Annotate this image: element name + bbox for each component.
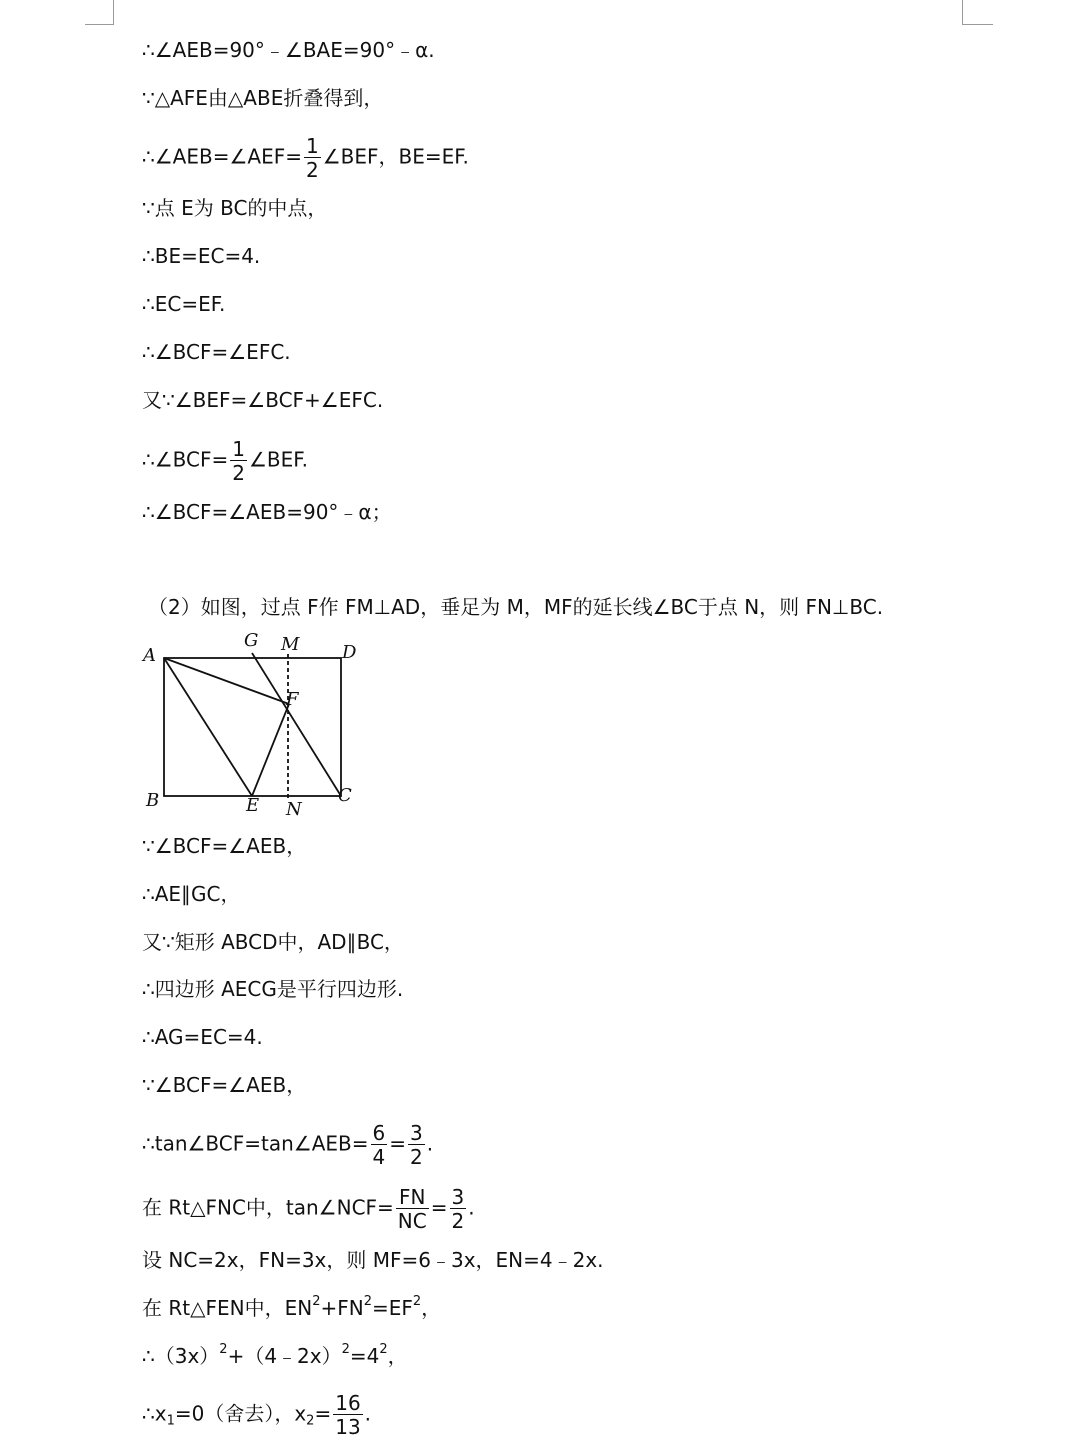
step-line: 设 NC=2x，FN=3x，则 MF=6﹣3x，EN=4﹣2x.	[142, 1248, 604, 1272]
fraction	[230, 439, 247, 483]
step-line	[142, 1342, 408, 1370]
exponent: 2	[363, 1294, 372, 1309]
step-line	[142, 1294, 441, 1322]
exponent: 2	[379, 1342, 388, 1357]
step-line: ∵△AFE由△ABE折叠得到，	[142, 86, 384, 110]
step-line: ∴四边形 AECG是平行四边形.	[142, 977, 404, 1001]
step-text: =	[389, 1131, 407, 1156]
fraction	[371, 1123, 388, 1167]
fraction-denominator: 2	[232, 461, 245, 485]
step-text: =4	[349, 1344, 380, 1368]
step-line	[142, 1123, 433, 1167]
exponent: 2	[312, 1294, 321, 1309]
step-text: ∴∠BCF=	[142, 447, 229, 472]
label-b: B	[146, 790, 160, 811]
step-text: ，	[421, 1296, 442, 1320]
exponent: 2	[412, 1294, 422, 1309]
step-text: ∴∠AEB=∠AEF=	[142, 144, 302, 169]
step-text: ∠BEF.	[248, 447, 308, 472]
label-c: C	[338, 785, 352, 806]
fraction-denominator: 2	[410, 1145, 423, 1169]
fraction-numerator: 16	[335, 1391, 361, 1415]
step-line	[142, 439, 308, 483]
exponent: 2	[219, 1342, 228, 1357]
subscript: 2	[306, 1413, 315, 1429]
step-line: ∵∠BCF=∠AEB，	[142, 1073, 307, 1097]
rectangle-abcd	[164, 658, 341, 796]
fraction-numerator: 1	[305, 134, 319, 158]
step-line: ∵∠BCF=∠AEB，	[142, 834, 307, 858]
step-line: ∴∠BCF=∠EFC.	[142, 340, 291, 364]
segment-ef	[252, 704, 289, 796]
step-text: =EF	[371, 1296, 413, 1320]
step-line: ∴AE∥GC，	[142, 882, 241, 906]
step-line: ∵点 E为 BC的中点，	[142, 196, 328, 220]
step-line: ∴AG=EC=4.	[142, 1025, 263, 1049]
part-2-heading: （2）如图，过点 F作 FM⊥AD，垂足为 M，MF的延长线∠BC于点 N，则 FN⊥BC.	[148, 595, 884, 619]
step-text: ，	[387, 1344, 408, 1368]
fraction	[333, 1393, 362, 1437]
step-text: .	[426, 1131, 434, 1156]
step-text: =0（舍去），x	[174, 1401, 307, 1426]
fraction-denominator: 4	[372, 1145, 386, 1169]
geometry-figure	[140, 628, 365, 823]
step-text: .	[468, 1195, 475, 1220]
step-text: 在 Rt△FEN中，EN	[142, 1296, 313, 1320]
fraction-numerator: 1	[232, 437, 245, 461]
fraction-denominator: 2	[451, 1209, 465, 1233]
step-line	[142, 1187, 475, 1231]
fraction	[304, 136, 321, 180]
fraction	[408, 1123, 425, 1167]
fraction	[450, 1187, 467, 1231]
step-text: ∠BEF，BE=EF.	[322, 144, 469, 169]
step-text: +（4﹣2x）	[227, 1344, 342, 1368]
step-line: ∴∠AEB=90°﹣∠BAE=90°﹣α.	[142, 38, 435, 62]
step-text: ∴tan∠BCF=tan∠AEB=	[142, 1131, 369, 1156]
label-a: A	[143, 645, 156, 666]
page-corner-mark-left	[85, 0, 114, 25]
step-line: ∴EC=EF.	[142, 292, 226, 316]
page-corner-mark-right	[962, 0, 993, 25]
step-text: .	[364, 1401, 372, 1426]
step-line: ∴BE=EC=4.	[142, 244, 261, 268]
fraction-numerator: 6	[372, 1121, 386, 1145]
segment-gc	[252, 653, 341, 796]
fraction-denominator: 2	[305, 158, 319, 182]
step-line: ∴∠BCF=∠AEB=90°﹣α；	[142, 500, 392, 524]
label-f: F	[286, 689, 299, 710]
fraction-numerator: 3	[451, 1185, 465, 1209]
step-text: ∴x	[142, 1401, 167, 1426]
fraction-numerator: FN	[396, 1187, 429, 1209]
step-line	[142, 1393, 371, 1437]
step-text: 在 Rt△FNC中，tan∠NCF=	[142, 1195, 394, 1220]
step-text: =	[314, 1401, 332, 1426]
step-text: ∴（3x）	[142, 1344, 220, 1368]
label-n: N	[286, 799, 302, 820]
step-line	[142, 136, 469, 180]
segment-ae	[164, 658, 252, 796]
label-g: G	[244, 630, 259, 651]
label-m: M	[281, 634, 300, 655]
step-line: 又∵矩形 ABCD中，AD∥BC，	[142, 930, 404, 954]
step-text: =	[430, 1195, 448, 1220]
fraction-denominator: 13	[335, 1415, 361, 1439]
fraction	[396, 1187, 429, 1231]
step-text: +FN	[320, 1296, 364, 1320]
step-line: 又∵∠BEF=∠BCF+∠EFC.	[142, 388, 384, 412]
subscript: 1	[166, 1413, 175, 1429]
fraction-numerator: 3	[410, 1121, 423, 1145]
exponent: 2	[341, 1342, 350, 1357]
label-d: D	[342, 642, 357, 663]
fraction-denominator: NC	[397, 1209, 427, 1233]
label-e: E	[246, 795, 260, 816]
